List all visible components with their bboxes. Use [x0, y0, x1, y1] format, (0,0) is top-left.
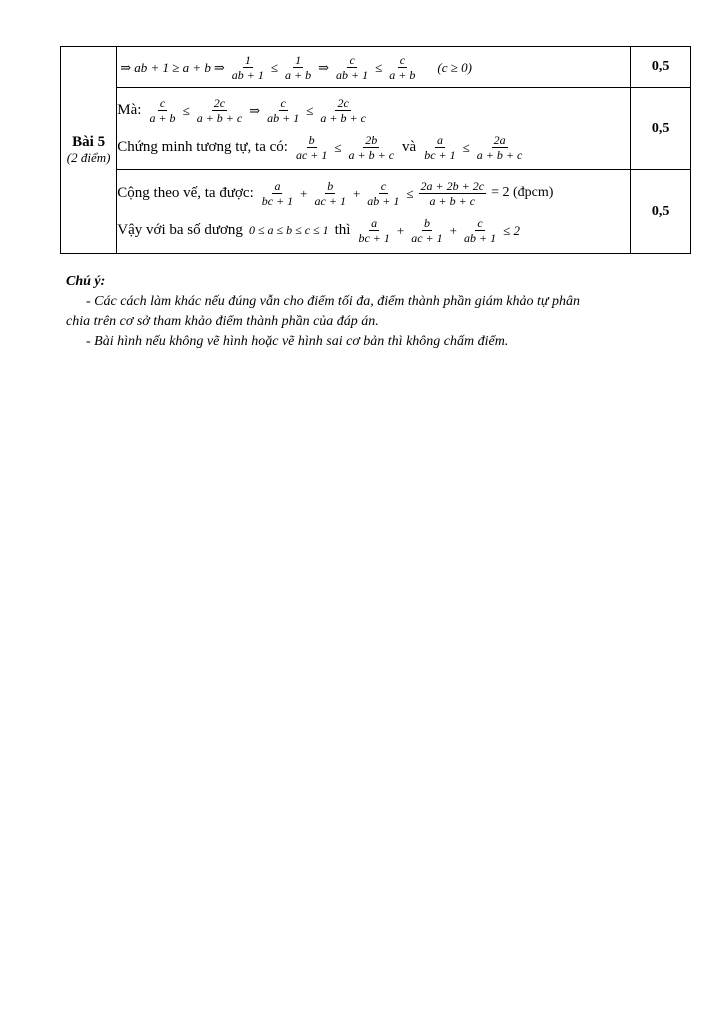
fraction: $\frac{2c}{a + b + c}$ [320, 95, 366, 125]
fraction: $\frac{b}{ac + 1}$ [295, 132, 328, 162]
step-1-line [117, 53, 630, 82]
notes-title: Chú ý: [66, 274, 106, 289]
le-symbol: ≤ [406, 185, 414, 201]
fraction: $\frac{b}{ac + 1}$ [314, 178, 346, 208]
fraction: $\frac{c}{ab + 1}$ [336, 52, 369, 82]
plus-symbol: + [352, 185, 361, 201]
fraction: $\frac{c}{ab + 1}$ [267, 95, 300, 125]
fraction: $\frac{c}{a + b}$ [389, 52, 416, 82]
step-2-content [117, 88, 631, 170]
fraction: $\frac{1}{ab + 1}$ [231, 52, 264, 82]
fraction: $\frac{c}{ab + 1}$ [367, 178, 400, 208]
fraction: $\frac{2b}{a + b + c}$ [348, 132, 395, 162]
le-symbol: ≤ [306, 102, 314, 118]
conclusion-condition: 0 ≤ a ≤ b ≤ c ≤ 1 [248, 223, 329, 237]
plus-symbol: + [300, 185, 308, 201]
le-symbol: ≤ [462, 139, 470, 155]
fraction: $\frac{a}{bc + 1}$ [424, 132, 456, 162]
fraction: $\frac{c}{a + b}$ [149, 95, 176, 125]
notes-section [66, 272, 702, 352]
le-symbol: ≤ [375, 59, 383, 75]
score-row-2: 0,5 [631, 88, 691, 170]
step-3-sum-text: Cộng theo vế, ta được: [117, 184, 254, 201]
implies-symbol: ⇒ [120, 59, 132, 75]
problem-title: Bài 5 [72, 133, 106, 150]
and-word: và [402, 138, 417, 155]
fraction: $\frac{2a + 2b + 2c}{a + b + c}$ [420, 178, 485, 208]
conclusion-text: Vậy với ba số dương [117, 221, 243, 238]
step-3-result: = 2 (đpcm) [491, 185, 554, 200]
grading-table [60, 46, 691, 254]
le-symbol: ≤ [182, 102, 190, 118]
step-2-line-2 [117, 133, 630, 162]
plus-symbol: + [449, 222, 458, 238]
problem-points: (2 điểm) [66, 150, 111, 166]
le-symbol: ≤ [270, 59, 279, 75]
problem-label-cell [61, 47, 117, 254]
fraction: $\frac{2c}{a + b + c}$ [196, 95, 243, 125]
step-3-line-1 [117, 179, 630, 208]
step-2-line-1 [117, 96, 630, 125]
score-row-3: 0,5 [631, 170, 691, 254]
note-line-1: - Các cách làm khác nếu đúng vẫn cho điểm tối đa, điểm thành phần giám khảo tự phân [86, 294, 581, 309]
step-3-content [117, 170, 631, 254]
implies-symbol: ⇒ [213, 59, 225, 75]
step-1-inequality: ab + 1 ≥ a + b [134, 59, 211, 75]
step-2-similar-text: Chứng minh tương tự, ta có: [117, 138, 288, 155]
note-line-1-cont: chia trên cơ sở tham khảo điểm thành phần của đáp án. [66, 314, 379, 329]
step-2-ma-label: Mà: [117, 101, 142, 118]
note-line-2: - Bài hình nếu không vẽ hình hoặc vẽ hình sai cơ bản thì không chấm điểm. [86, 334, 509, 349]
fraction: $\frac{2a}{a + b + c}$ [476, 132, 523, 162]
step-3-line-2 [117, 216, 630, 245]
step-1-condition: (c ≥ 0) [437, 59, 472, 75]
final-bound: ≤ 2 [503, 222, 521, 238]
le-symbol: ≤ [334, 139, 342, 155]
fraction: $\frac{a}{bc + 1}$ [261, 178, 294, 208]
thi-word: thì [334, 221, 351, 238]
implies-symbol: ⇒ [318, 59, 330, 75]
fraction: $\frac{c}{ab + 1}$ [464, 215, 497, 245]
plus-symbol: + [396, 222, 405, 238]
fraction: $\frac{b}{ac + 1}$ [411, 215, 443, 245]
fraction: $\frac{a}{bc + 1}$ [358, 215, 390, 245]
fraction: $\frac{1}{a + b}$ [285, 52, 312, 82]
score-row-1: 0,5 [631, 47, 691, 88]
step-1-content [117, 47, 631, 88]
implies-symbol: ⇒ [249, 102, 261, 118]
